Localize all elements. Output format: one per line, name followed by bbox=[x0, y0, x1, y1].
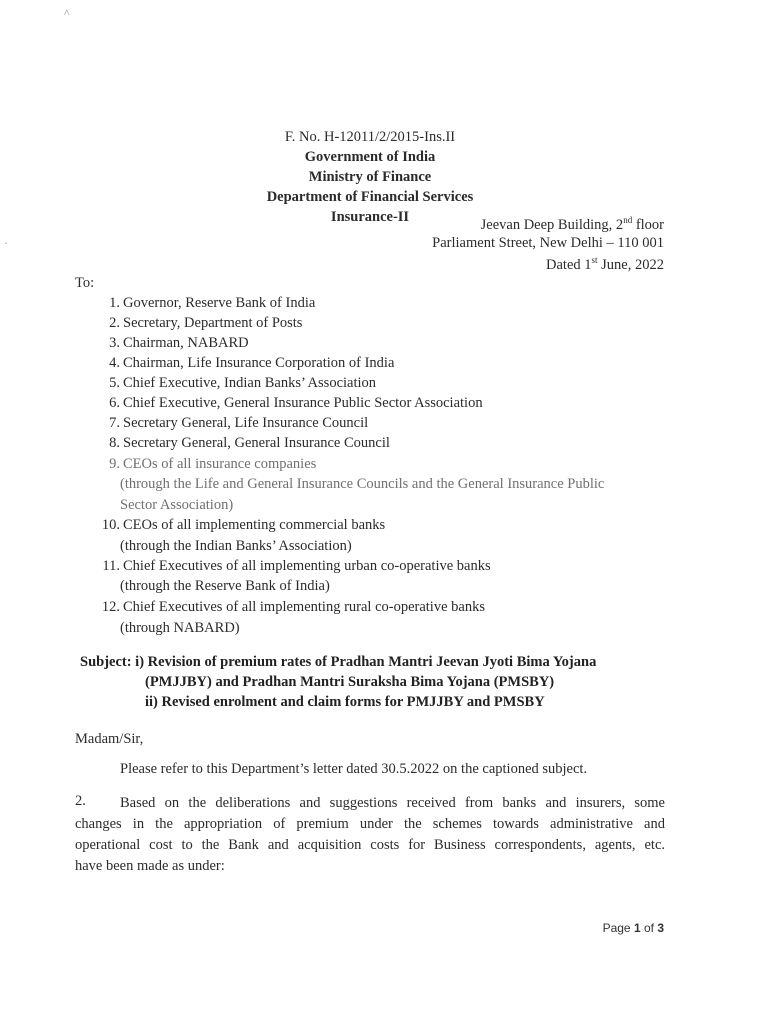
recipient-item: 6. Chief Executive, General Insurance Public Sector Association bbox=[109, 395, 483, 411]
recipient-item: 10. CEOs of all implementing commercial banks bbox=[101, 517, 386, 533]
recipient-item: 3. Chairman, NABARD bbox=[109, 335, 249, 351]
page-number: Page 1 of 3 bbox=[602, 921, 664, 935]
recipient-item: 7. Secretary General, Life Insurance Council bbox=[109, 415, 369, 431]
paragraph-2 bbox=[120, 793, 665, 814]
file-number: F. No. H-12011/2/2015-Ins.II bbox=[284, 129, 456, 145]
recipient-note: (through NABARD) bbox=[120, 620, 240, 636]
paragraph-line: operational cost to the Bank and acquisition costs for Business correspondents, agents, etc. bbox=[75, 837, 665, 853]
subject-line: Subject: i) Revision of premium rates of Pradhan Mantri Jeevan Jyoti Bima Yojana bbox=[80, 654, 597, 670]
to-label: To: bbox=[75, 275, 95, 291]
ministry-heading: Ministry of Finance bbox=[308, 169, 432, 185]
recipient-item: 11. Chief Executives of all implementing urban co-operative banks bbox=[102, 558, 491, 574]
recipient-note: Sector Association) bbox=[120, 497, 234, 513]
address-street: Parliament Street, New Delhi – 110 001 bbox=[432, 235, 664, 251]
division-heading: Insurance-II bbox=[330, 209, 410, 225]
subject-line: (PMJJBY) and Pradhan Mantri Suraksha Bima Yojana (PMSBY) bbox=[145, 674, 555, 690]
scan-mark: ^ bbox=[64, 6, 70, 20]
department-heading: Department of Financial Services bbox=[266, 189, 474, 205]
recipient-item: 5. Chief Executive, Indian Banks’ Association bbox=[109, 375, 377, 391]
paragraph-line: have been made as under: bbox=[75, 858, 225, 874]
subject-line: ii) Revised enrolment and claim forms for PMJJBY and PMSBY bbox=[145, 694, 545, 710]
paragraph-2-number: 2. bbox=[75, 793, 86, 809]
paragraph-1: Please refer to this Department’s letter dated 30.5.2022 on the captioned subject. bbox=[120, 761, 588, 777]
paragraph-line: changes in the appropriation of premium under the schemes towards administrative and bbox=[75, 816, 665, 832]
recipient-note: (through the Indian Banks’ Association) bbox=[120, 538, 352, 554]
paragraph-line: Based on the deliberations and suggestions received from banks and insurers, some bbox=[120, 795, 665, 811]
letter-date: Dated 1st June, 2022 bbox=[546, 255, 664, 273]
recipient-item: 1. Governor, Reserve Bank of India bbox=[109, 295, 316, 311]
recipient-item: 8. Secretary General, General Insurance Council bbox=[109, 435, 390, 451]
paragraph-2 bbox=[75, 814, 665, 877]
recipient-item: 9. CEOs of all insurance companies bbox=[109, 456, 317, 472]
recipient-item: 12. Chief Executives of all implementing rural co-operative banks bbox=[101, 599, 485, 615]
recipient-note: (through the Reserve Bank of India) bbox=[120, 578, 330, 594]
recipient-note: (through the Life and General Insurance Councils and the General Insurance Public bbox=[120, 476, 605, 492]
salutation: Madam/Sir, bbox=[75, 731, 144, 747]
scan-mark: · bbox=[4, 236, 8, 250]
govt-heading: Government of India bbox=[304, 149, 436, 165]
recipient-item: 4. Chairman, Life Insurance Corporation of India bbox=[109, 355, 395, 371]
recipient-item: 2. Secretary, Department of Posts bbox=[109, 315, 303, 331]
address-building: Jeevan Deep Building, 2nd floor bbox=[480, 215, 664, 233]
